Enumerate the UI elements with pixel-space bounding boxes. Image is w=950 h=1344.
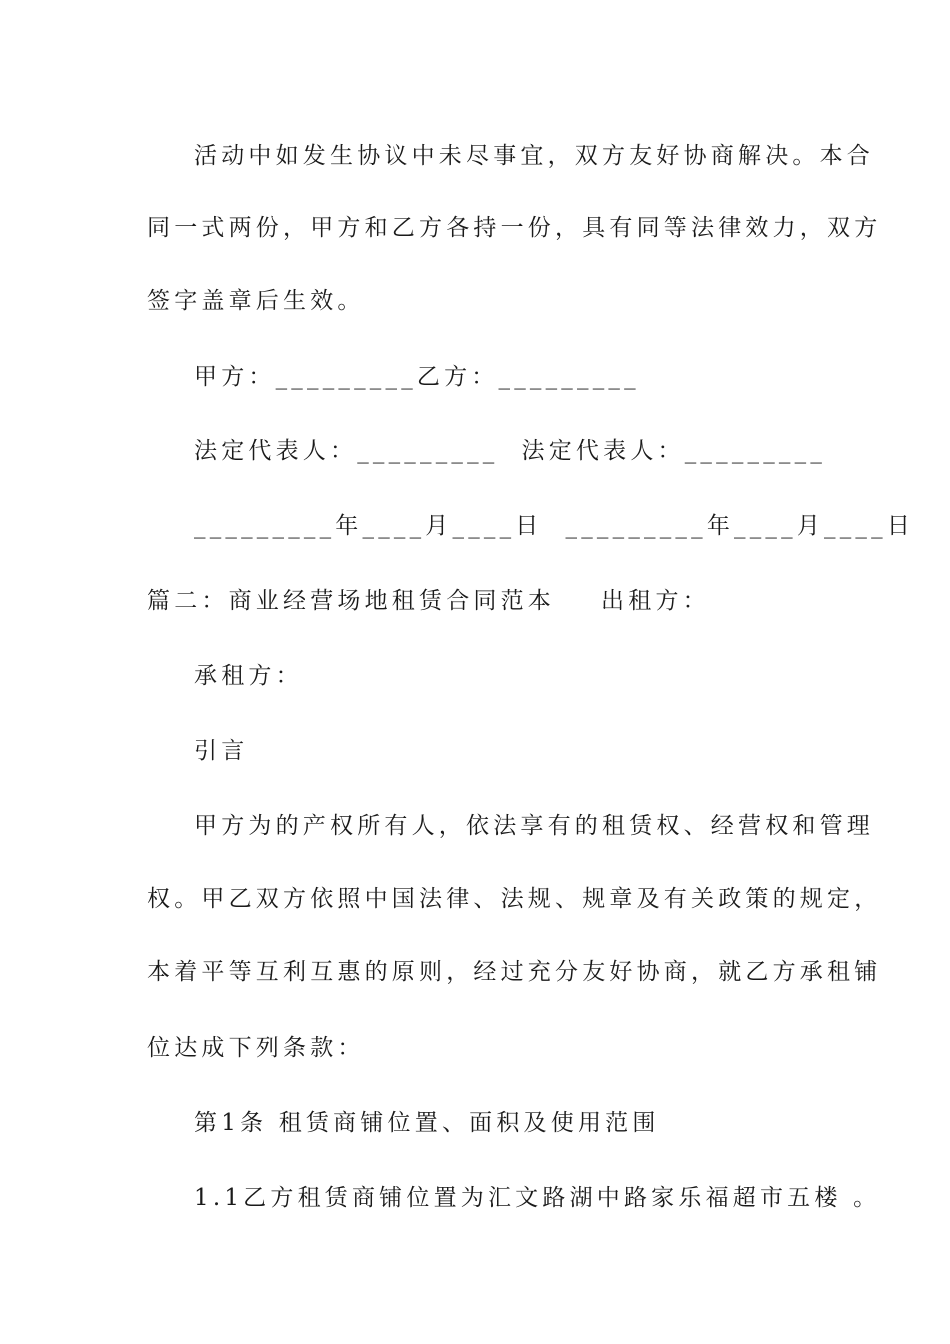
- section-heading: 篇二：商业经营场地租赁合同范本 出租方：: [147, 588, 710, 614]
- introduction-heading: 引言: [194, 738, 249, 764]
- article-heading: 第1条 租赁商铺位置、面积及使用范围: [194, 1110, 660, 1136]
- paragraph-line: 位达成下列条款：: [147, 1035, 365, 1061]
- paragraph-line: 权。甲乙双方依照中国法律、法规、规章及有关政策的规定，: [147, 886, 882, 912]
- date-line: _________年____月____日 _________年____月____日: [194, 513, 915, 539]
- paragraph-line: 活动中如发生协议中未尽事宜，双方友好协商解决。本合: [194, 143, 874, 169]
- paragraph-line: 签字盖章后生效。: [147, 288, 365, 314]
- tenant-line: 承租方：: [194, 663, 303, 689]
- paragraph-line: 同一式两份，甲方和乙方各持一份，具有同等法律效力，双方: [147, 215, 882, 241]
- legal-representative-line: 法定代表人：_________ 法定代表人：_________: [194, 438, 827, 464]
- clause-line: 1.1乙方租赁商铺位置为汇文路湖中路家乐福超市五楼 。: [194, 1185, 881, 1211]
- signature-party-line: 甲方：_________乙方：_________: [194, 364, 640, 390]
- paragraph-line: 甲方为的产权所有人，依法享有的租赁权、经营权和管理: [194, 813, 874, 839]
- paragraph-line: 本着平等互利互惠的原则，经过充分友好协商，就乙方承租铺: [147, 959, 882, 985]
